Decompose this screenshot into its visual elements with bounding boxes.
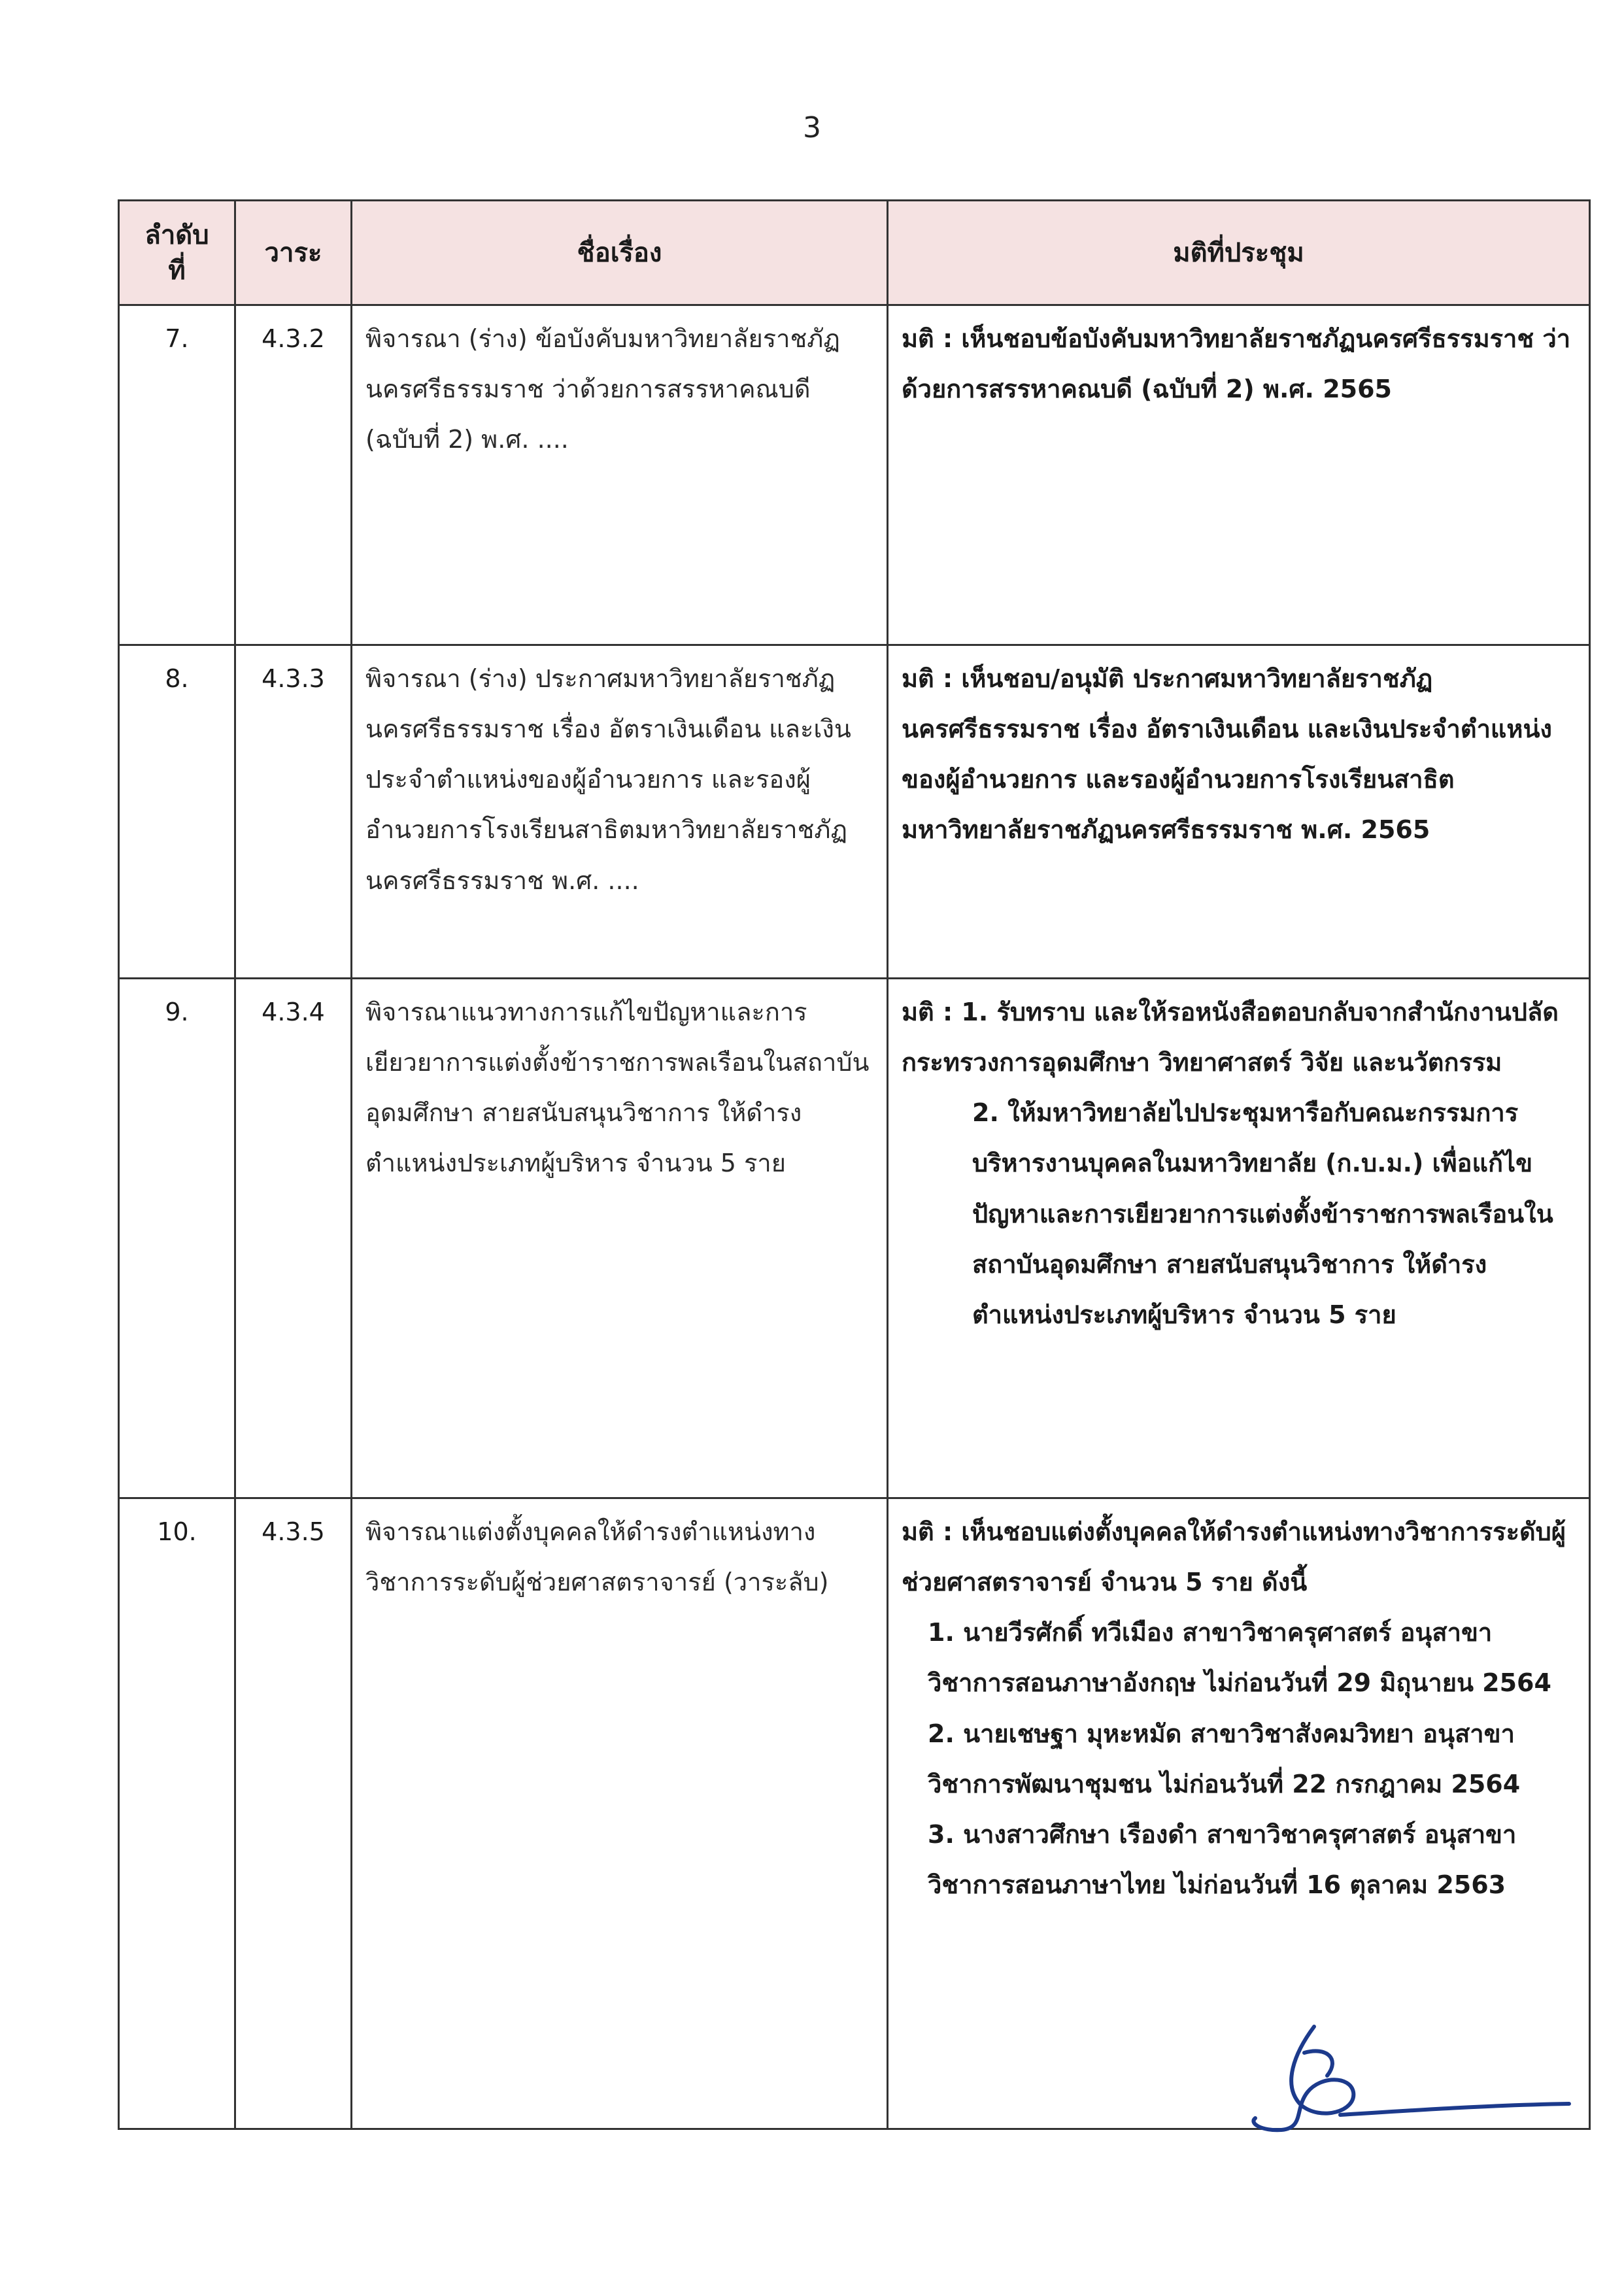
page-number: 3 bbox=[803, 111, 821, 144]
header-title: ชื่อเรื่อง bbox=[352, 201, 888, 305]
resolution-item: 2. ให้มหาวิทยาลัยไปประชุมหารือกับคณะกรรมการบริหารงานบุคคลในมหาวิทยาลัย (ก.บ.ม.) เพื่อแก้ไขปัญหาและการเยียวยาการแต่งตั้งข้าราชการพลเรือนในสถาบันอุดมศึกษา สายสนับสนุนวิชาการ ให้ดำรงตำแหน่งประเภทผู้บริหาร จำนวน 5 ราย bbox=[972, 1098, 1553, 1329]
header-agenda: วาระ bbox=[235, 201, 352, 305]
row-no: 9. bbox=[119, 979, 235, 1498]
row-title: พิจารณา (ร่าง) ประกาศมหาวิทยาลัยราชภัฏนครศรีธรรมราช เรื่อง อัตราเงินเดือน และเงินประจำตำแหน่งของผู้อำนวยการ และรองผู้อำนวยการโรงเรียนสาธิตมหาวิทยาลัยราชภัฏนครศรีธรรมราช พ.ศ. .... bbox=[352, 645, 888, 979]
table-row bbox=[119, 979, 1590, 1498]
row-agenda: 4.3.3 bbox=[235, 645, 352, 979]
signature bbox=[1242, 2014, 1582, 2144]
row-title: พิจารณาแต่งตั้งบุคคลให้ดำรงตำแหน่งทางวิชาการระดับผู้ช่วยศาสตราจารย์ (วาระลับ) bbox=[352, 1498, 888, 2129]
row-agenda: 4.3.2 bbox=[235, 305, 352, 645]
table-row bbox=[119, 305, 1590, 645]
row-title: พิจารณาแนวทางการแก้ไขปัญหาและการเยียวยาการแต่งตั้งข้าราชการพลเรือนในสถาบันอุดมศึกษา สายสนับสนุนวิชาการ ให้ดำรงตำแหน่งประเภทผู้บริหาร จำนวน 5 ราย bbox=[352, 979, 888, 1498]
row-title: พิจารณา (ร่าง) ข้อบังคับมหาวิทยาลัยราชภัฏนครศรีธรรมราช ว่าด้วยการสรรหาคณบดี (ฉบับที่ 2) พ.ศ. .... bbox=[352, 305, 888, 645]
row-agenda: 4.3.4 bbox=[235, 979, 352, 1498]
resolution-item: 1. นายวีรศักดิ์ ทวีเมือง สาขาวิชาครุศาสตร์ อนุสาขาวิชาการสอนภาษาอังกฤษ ไม่ก่อนวันที่ 29 มิถุนายน 2564 bbox=[928, 1618, 1551, 1698]
header-resolution: มติที่ประชุม bbox=[888, 201, 1590, 305]
row-resolution: มติ : เห็นชอบ/อนุมัติ ประกาศมหาวิทยาลัยราชภัฏนครศรีธรรมราช เรื่อง อัตราเงินเดือน และเงินประจำตำแหน่งของผู้อำนวยการ และรองผู้อำนวยการโรงเรียนสาธิตมหาวิทยาลัยราชภัฏนครศรีธรรมราช พ.ศ. 2565 bbox=[888, 645, 1590, 979]
resolution-item: 2. นายเชษฐา มุหะหมัด สาขาวิชาสังคมวิทยา อนุสาขาวิชาการพัฒนาชุมชน ไม่ก่อนวันที่ 22 กรกฎาคม 2564 bbox=[928, 1719, 1521, 1798]
row-no: 7. bbox=[119, 305, 235, 645]
row-resolution: มติ : เห็นชอบข้อบังคับมหาวิทยาลัยราชภัฏนครศรีธรรมราช ว่าด้วยการสรรหาคณบดี (ฉบับที่ 2) พ.ศ. 2565 bbox=[888, 305, 1590, 645]
resolution-intro: มติ : 1. รับทราบ และให้รอหนังสือตอบกลับจากสำนักงานปลัดกระทรวงการอุดมศึกษา วิทยาศาสตร์ วิจัย และนวัตกรรม bbox=[902, 998, 1559, 1077]
meeting-minutes-table bbox=[118, 199, 1591, 2130]
row-resolution bbox=[888, 979, 1590, 1498]
row-no: 10. bbox=[119, 1498, 235, 2129]
table-row bbox=[119, 645, 1590, 979]
row-agenda: 4.3.5 bbox=[235, 1498, 352, 2129]
row-no: 8. bbox=[119, 645, 235, 979]
header-no: ลำดับ ที่ bbox=[119, 201, 235, 305]
resolution-item: 3. นางสาวศึกษา เรืองดำ สาขาวิชาครุศาสตร์ อนุสาขาวิชาการสอนภาษาไทย ไม่ก่อนวันที่ 16 ตุลาคม 2563 bbox=[928, 1819, 1517, 1899]
table-header-row bbox=[119, 201, 1590, 305]
resolution-intro: มติ : เห็นชอบแต่งตั้งบุคคลให้ดำรงตำแหน่งทางวิชาการระดับผู้ช่วยศาสตราจารย์ จำนวน 5 ราย ดังนี้ bbox=[902, 1517, 1566, 1597]
